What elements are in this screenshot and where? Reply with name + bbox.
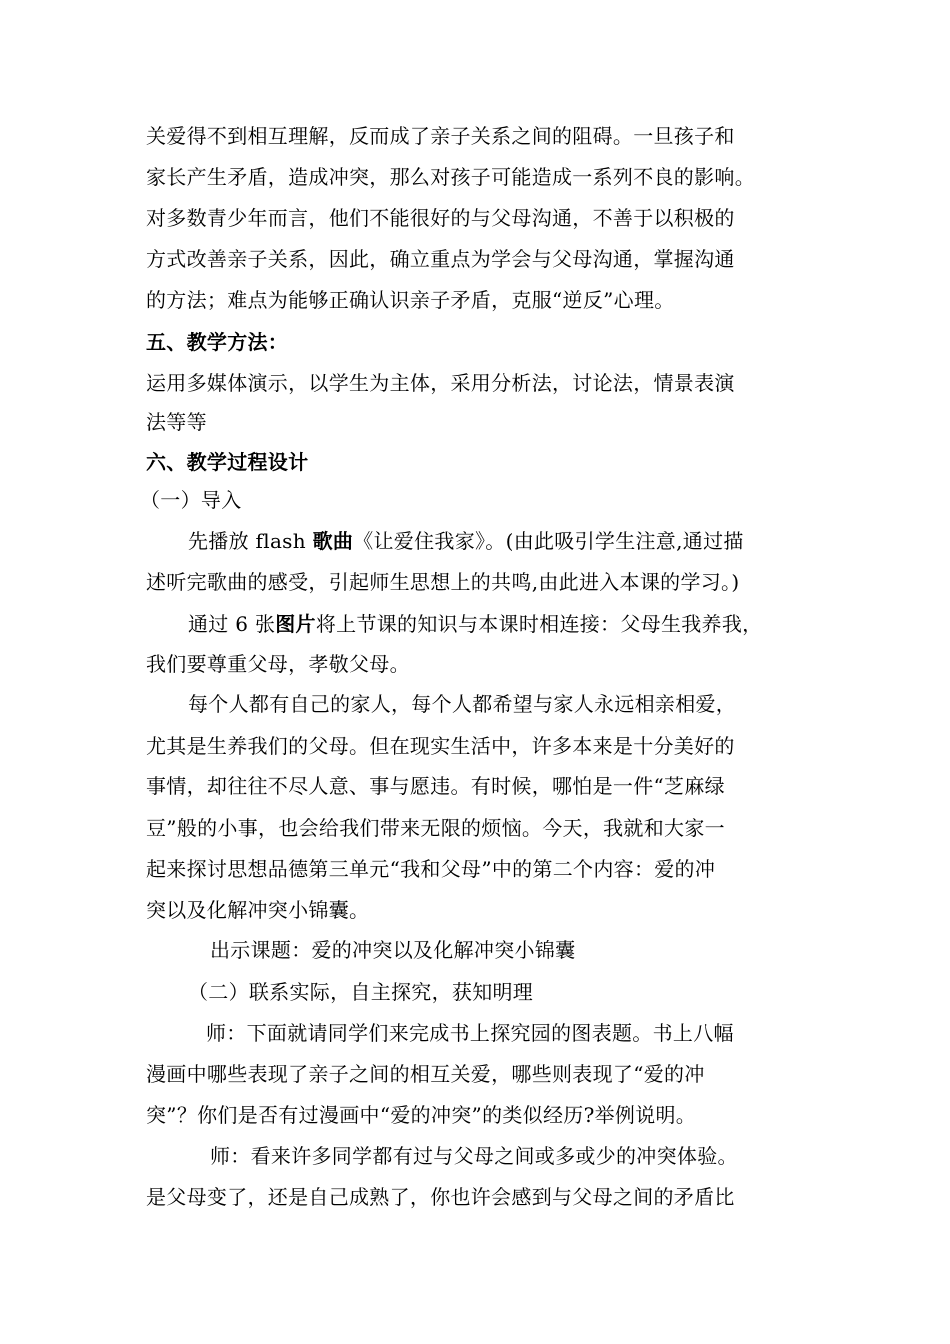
- paragraph-line: 我们要尊重父母，孝敬父母。: [146, 652, 410, 676]
- paragraph-line: 尤其是生养我们的父母。但在现实生活中，许多本来是十分美好的: [146, 734, 735, 758]
- topic-line: 出示课题：爱的冲突以及化解冲突小锦囊: [210, 938, 576, 962]
- paragraph-line: 的方法；难点为能够正确认识亲子矛盾，克服“逆反”心理。: [146, 288, 675, 312]
- paragraph-line: [188, 610, 762, 638]
- paragraph-line: 起来探讨思想品德第三单元“我和父母”中的第二个内容：爱的冲: [146, 857, 716, 881]
- text-run: 通过 6 张: [188, 612, 276, 636]
- paragraph-line: 方式改善亲子关系，因此，确立重点为学会与父母沟通，掌握沟通: [146, 247, 735, 271]
- paragraph-line: 家长产生矛盾，造成冲突，那么对孩子可能造成一系列不良的影响。: [146, 165, 755, 189]
- subheading-explore: （二）联系实际，自主探究，获知明理: [188, 980, 534, 1004]
- paragraph-line: 漫画中哪些表现了亲子之间的相互关爱，哪些则表现了“爱的冲: [146, 1062, 705, 1086]
- paragraph-line: 师：下面就请同学们来完成书上探究园的图表题。书上八幅: [206, 1021, 734, 1045]
- bold-text-run: 图片: [275, 612, 316, 636]
- section-heading-methods: 五、教学方法：: [146, 330, 289, 354]
- paragraph-line: 事情，却往往不尽人意、事与愿违。有时候，哪怕是一件“芝麻绿: [146, 774, 725, 798]
- paragraph-line: 突以及化解冲突小锦囊。: [146, 898, 370, 922]
- subheading-intro: （一）导入: [140, 488, 242, 512]
- paragraph-line: 师：看来许多同学都有过与父母之间或多或少的冲突体验。: [210, 1144, 738, 1168]
- section-heading-process: 六、教学过程设计: [146, 450, 309, 474]
- paragraph-line: 关爱得不到相互理解，反而成了亲子关系之间的阻碍。一旦孩子和: [146, 124, 735, 148]
- paragraph-line: 运用多媒体演示，以学生为主体，采用分析法，讨论法，情景表演: [146, 371, 735, 395]
- paragraph-line: 是父母变了，还是自己成熟了，你也许会感到与父母之间的矛盾比: [146, 1185, 735, 1209]
- paragraph-line: 突”？你们是否有过漫画中“爱的冲突”的类似经历?举例说明。: [146, 1103, 697, 1127]
- paragraph-line: 豆”般的小事，也会给我们带来无限的烦恼。今天，我就和大家一: [146, 816, 725, 840]
- paragraph-line: 每个人都有自己的家人，每个人都希望与家人永远相亲相爱，: [188, 692, 737, 716]
- paragraph-line: 对多数青少年而言，他们不能很好的与父母沟通，不善于以积极的: [146, 206, 735, 230]
- text-run: 《让爱住我家》。(由此吸引学生注意,通过描: [353, 529, 744, 553]
- text-run: 将上节课的知识与本课时相连接：父母生我养我，: [315, 612, 763, 636]
- paragraph-line: 法等等: [146, 410, 207, 434]
- paragraph-line: 述听完歌曲的感受，引起师生思想上的共鸣,由此进入本课的学习。): [146, 570, 740, 594]
- bold-text-run: 歌曲: [312, 529, 354, 553]
- text-run: 先播放 flash: [188, 529, 313, 553]
- paragraph-line: [188, 527, 744, 555]
